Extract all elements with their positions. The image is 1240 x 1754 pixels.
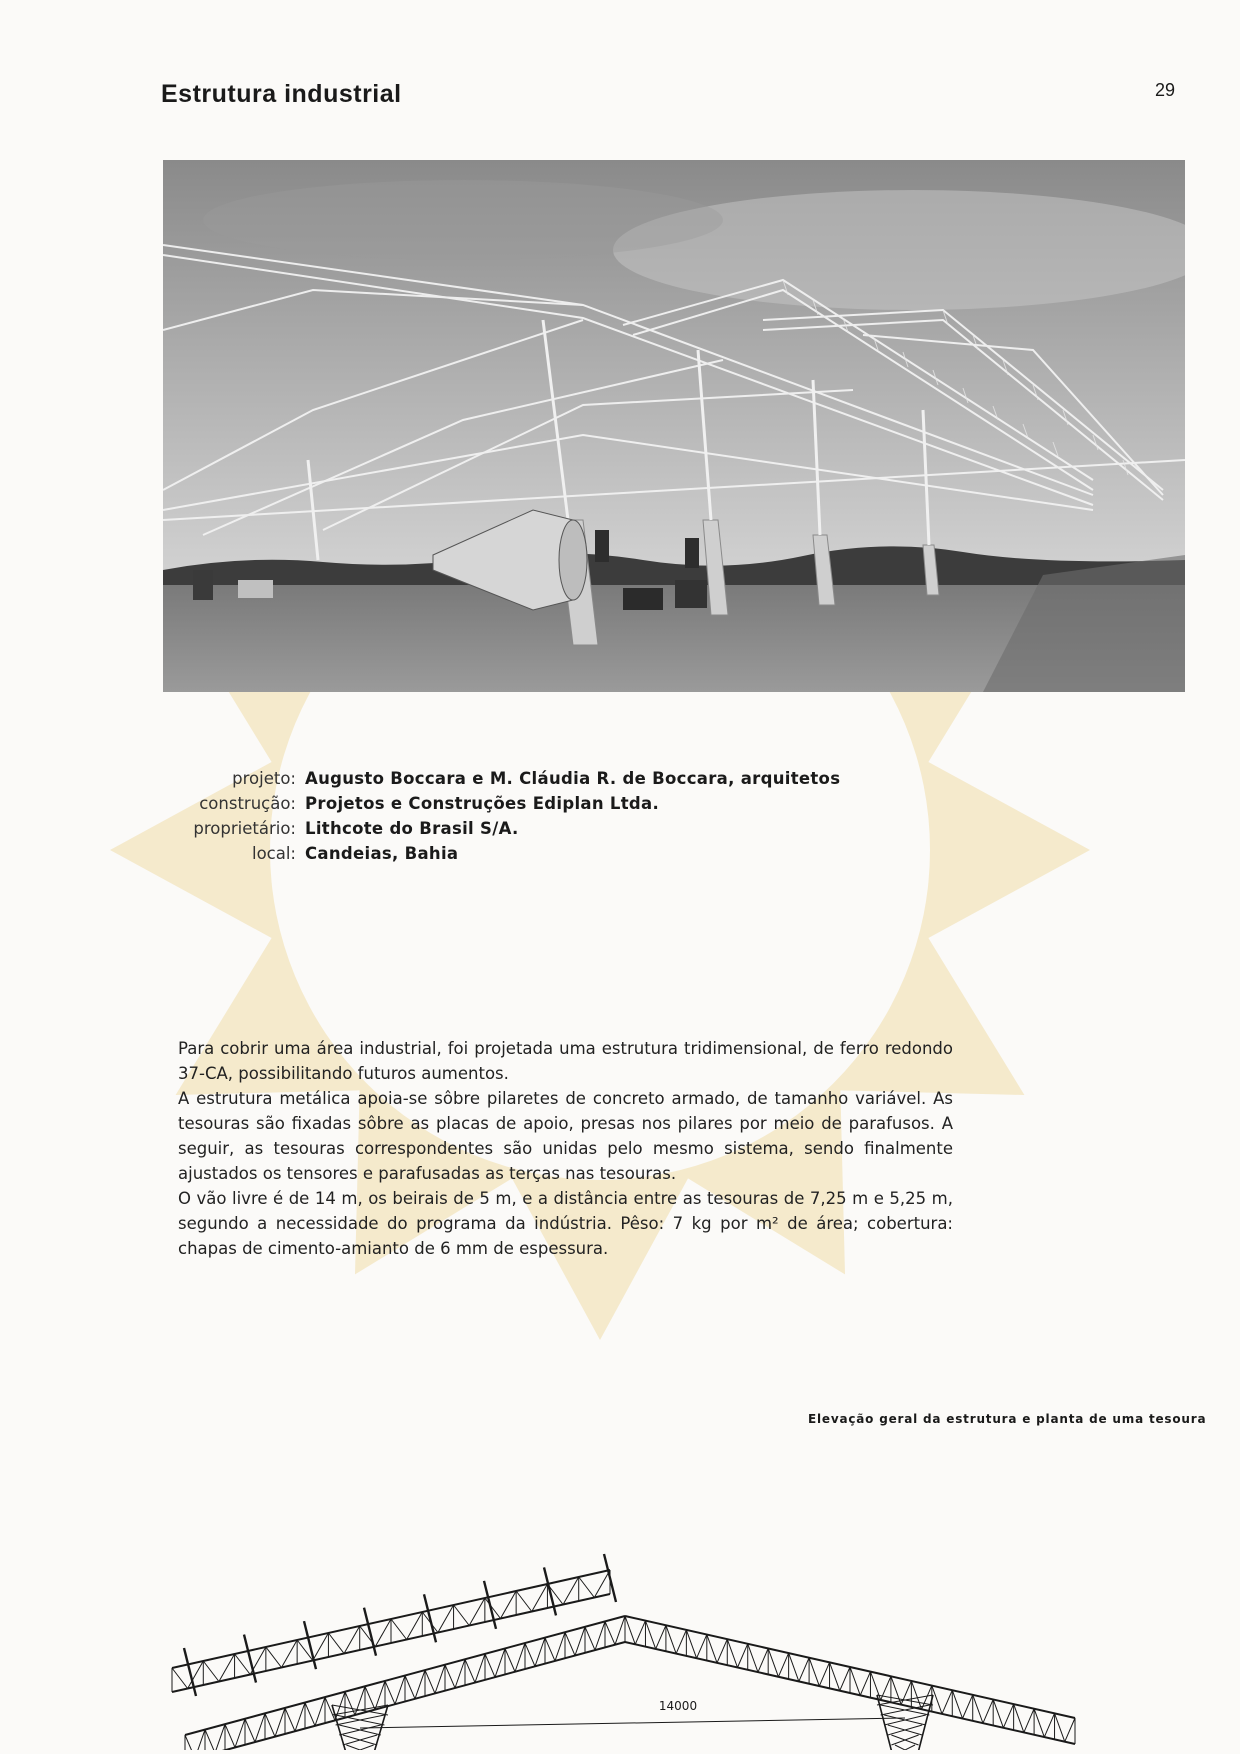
credit-label: construção: <box>199 794 296 813</box>
credit-row-projeto <box>150 766 840 791</box>
credit-value: Projetos e Construções Ediplan Ltda. <box>305 794 660 813</box>
page-number: 29 <box>1155 80 1176 100</box>
credit-value: Lithcote do Brasil S/A. <box>305 819 519 838</box>
credit-row-construcao <box>150 791 840 816</box>
project-credits <box>150 766 840 866</box>
truss-elevation-drawing <box>170 1390 1210 1750</box>
credit-label: projeto: <box>232 769 296 788</box>
description-text <box>178 1036 953 1261</box>
credit-row-local <box>150 841 840 866</box>
credit-row-proprietario <box>150 816 840 841</box>
credit-value: Augusto Boccara e M. Cláudia R. de Boccara, arquitetos <box>305 769 841 788</box>
dimension-label: 14000 <box>658 1699 698 1713</box>
drawing-caption: Elevação geral da estrutura e planta de uma tesoura <box>808 1412 1207 1426</box>
structure-photo <box>163 160 1185 692</box>
credit-label: local: <box>251 844 296 863</box>
description-paragraph: Para cobrir uma área industrial, foi projetada uma estrutura tridimensional, de ferro redondo 37-CA, possibilitando futuros aumentos. <box>178 1039 953 1083</box>
description-paragraph: O vão livre é de 14 m, os beirais de 5 m, e a distância entre as tesouras de 7,25 m e 5,25 m, segundo a necessidade do programa da indústria. Pêso: 7 kg por m² de área; cobertura: chapas de cimento-amianto de 6 mm de espessura. <box>178 1189 953 1258</box>
credit-value: Candeias, Bahia <box>305 844 459 863</box>
description-paragraph: A estrutura metálica apoia-se sôbre pilaretes de concreto armado, de tamanho variável. As tesouras são fixadas sôbre as placas de apoio, presas nos pilares por meio de parafusos. A seguir, as tesouras correspondentes são unidas pelo mesmo sistema, sendo finalmente ajustados os tensores e parafusadas as terças nas tesouras. <box>178 1089 953 1183</box>
credit-label: proprietário: <box>193 819 296 838</box>
page-title: Estrutura industrial <box>161 80 402 108</box>
